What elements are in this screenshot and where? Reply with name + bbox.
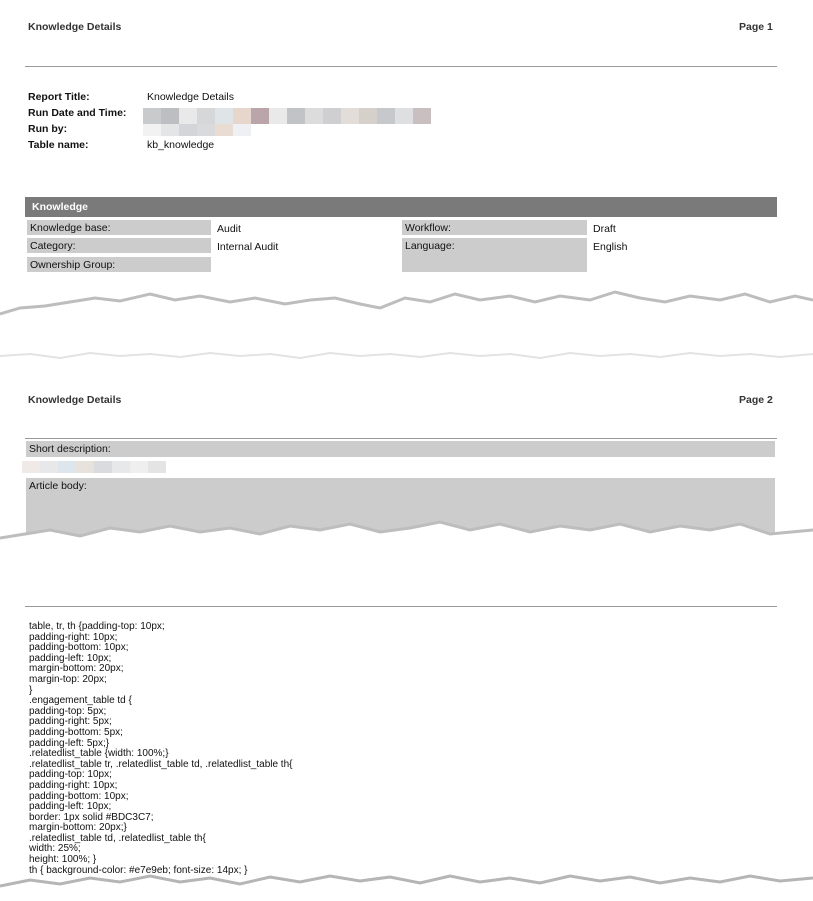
report-title-value: Knowledge Details xyxy=(147,91,234,103)
page3-header-rule xyxy=(25,606,777,607)
page1-page-number: Page 1 xyxy=(739,21,773,33)
knowledge-section-header: Knowledge xyxy=(25,197,777,217)
css-code-text: table, tr, th {padding-top: 10px; padding-right: 10px; padding-bottom: 10px; padding-left: 10px; margin-bottom: 20px; margin-top: 20px; } .engagement_table td { padding-top: 5px; padding-right: 5px; padding-bottom: 5px; padding-left: 5px;} .relatedlist_table {width: 100%;} .relatedlist_table tr, .relatedlist_table td, .relatedlist_table th{ padding-top: 10px; padding-right: 10px; padding-bottom: 10px; padding-left: 10px; border: 1px solid #BDC3C7; margin-bottom: 20px;} .relatedlist_table td, .relatedlist_table th{ width: 25%; height: 100%; } th { background-color: #e7e9eb; font-size: 14px; } xyxy=(29,621,293,876)
language-label: Language: xyxy=(402,238,587,272)
knowledge-base-value: Audit xyxy=(217,223,241,235)
article-body-label: Article body: xyxy=(26,478,775,538)
page1-header-title: Knowledge Details xyxy=(28,21,122,33)
knowledge-base-label: Knowledge base: xyxy=(27,220,211,235)
page2-header-title: Knowledge Details xyxy=(28,394,122,406)
short-description-label: Short description: xyxy=(26,441,775,457)
run-date-label: Run Date and Time: xyxy=(28,107,127,119)
workflow-value: Draft xyxy=(593,223,616,235)
torn-page-edge-bottom xyxy=(0,868,813,901)
table-name-value: kb_knowledge xyxy=(147,139,215,151)
torn-page-edge xyxy=(0,284,813,374)
category-label: Category: xyxy=(27,238,211,253)
page1-header-rule xyxy=(25,66,777,67)
category-value: Internal Audit xyxy=(217,241,279,253)
redacted-short-description xyxy=(22,461,166,473)
workflow-label: Workflow: xyxy=(402,220,587,235)
page2-page-number: Page 2 xyxy=(739,394,773,406)
language-value: English xyxy=(593,241,628,253)
ownership-group-label: Ownership Group: xyxy=(27,257,211,272)
page2-header-rule xyxy=(25,438,777,439)
report-title-label: Report Title: xyxy=(28,91,90,103)
run-by-label: Run by: xyxy=(28,123,68,135)
redacted-run-by xyxy=(143,124,251,136)
torn-page-edge-2 xyxy=(0,510,813,606)
redacted-run-date xyxy=(143,108,433,124)
table-name-label: Table name: xyxy=(28,139,89,151)
